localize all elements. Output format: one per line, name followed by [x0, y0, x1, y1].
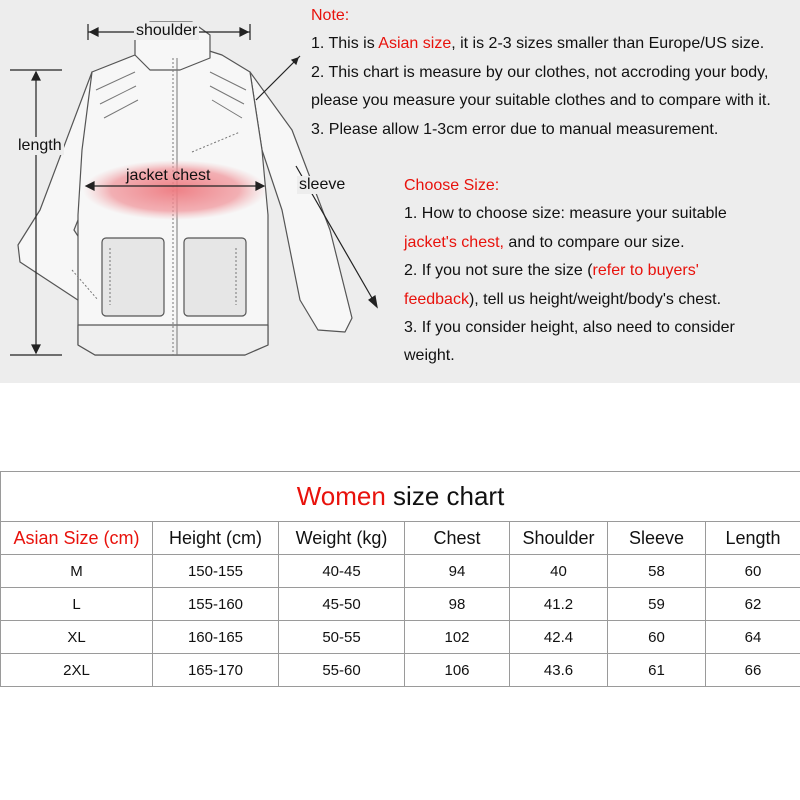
choose-size-section	[404, 172, 799, 371]
size-chart-table	[0, 471, 800, 687]
table-cell: 62	[706, 588, 800, 621]
table-cell: 60	[608, 621, 706, 654]
choose-item-1-line-1: 1. How to choose size: measure your suitable	[404, 205, 727, 223]
buyers-feedback-highlight-1: refer to buyers'	[592, 262, 699, 280]
table-cell: 160-165	[153, 621, 279, 654]
table-cell: XL	[1, 621, 153, 654]
table-row	[1, 621, 800, 654]
measurement-panel	[0, 0, 800, 383]
header-sleeve: Sleeve	[608, 522, 706, 555]
table-cell: 2XL	[1, 654, 153, 687]
table-row	[1, 588, 800, 621]
shoulder-label: shoulder	[136, 22, 198, 39]
table-cell: 155-160	[153, 588, 279, 621]
header-height: Height (cm)	[153, 522, 279, 555]
choose-item-3-line-1: 3. If you consider height, also need to consider	[404, 319, 735, 337]
choose-item-3-line-2: weight.	[404, 347, 455, 365]
table-cell: 45-50	[279, 588, 405, 621]
table-cell: 60	[706, 555, 800, 588]
table-cell: 94	[405, 555, 510, 588]
note-heading: Note:	[311, 7, 350, 24]
table-cell: 41.2	[510, 588, 608, 621]
table-title-highlight: Women	[296, 481, 386, 511]
jackets-chest-highlight: jacket's chest,	[404, 233, 504, 251]
sleeve-label: sleeve	[299, 176, 346, 193]
note-section	[311, 2, 799, 144]
table-cell: 64	[706, 621, 800, 654]
note-item-2-line-2: please you measure your suitable clothes and to compare with it.	[311, 92, 771, 110]
header-chest: Chest	[405, 522, 510, 555]
table-cell: L	[1, 588, 153, 621]
table-cell: 98	[405, 588, 510, 621]
table-cell: 40-45	[279, 555, 405, 588]
choose-item-1-line-2: jacket's chest, and to compare our size.	[404, 233, 685, 251]
header-shoulder: Shoulder	[510, 522, 608, 555]
table-header-row	[1, 522, 800, 555]
table-cell: 40	[510, 555, 608, 588]
length-label: length	[18, 137, 62, 154]
table-cell: 106	[405, 654, 510, 687]
choose-item-2-line-1: 2. If you not sure the size (refer to buyers'	[404, 262, 699, 280]
table-row	[1, 654, 800, 687]
table-title	[1, 472, 800, 522]
table-row	[1, 555, 800, 588]
note-item-1: 1. This is Asian size, it is 2-3 sizes smaller than Europe/US size.	[311, 35, 765, 53]
table-cell: 61	[608, 654, 706, 687]
note-item-3: 3. Please allow 1-3cm error due to manual measurement.	[311, 120, 719, 138]
table-title-rest: size chart	[385, 481, 505, 511]
header-asian-size: Asian Size (cm)	[1, 522, 153, 555]
table-cell: 102	[405, 621, 510, 654]
table-cell: 59	[608, 588, 706, 621]
choose-heading: Choose Size:	[404, 177, 500, 194]
header-weight: Weight (kg)	[279, 522, 405, 555]
jacket-chest-label: jacket chest	[126, 167, 211, 184]
asian-size-highlight: Asian size	[378, 35, 452, 53]
table-cell: 42.4	[510, 621, 608, 654]
note-item-2-line-1: 2. This chart is measure by our clothes, not accroding your body,	[311, 63, 769, 81]
table-cell: 150-155	[153, 555, 279, 588]
header-length: Length	[706, 522, 800, 555]
table-cell: 43.6	[510, 654, 608, 687]
table-cell: 58	[608, 555, 706, 588]
buyers-feedback-highlight-2: feedback	[404, 290, 469, 308]
table-cell: 165-170	[153, 654, 279, 687]
table-cell: M	[1, 555, 153, 588]
table-cell: 50-55	[279, 621, 405, 654]
table-cell: 66	[706, 654, 800, 687]
choose-item-2-line-2: feedback), tell us height/weight/body's chest.	[404, 290, 722, 308]
table-cell: 55-60	[279, 654, 405, 687]
